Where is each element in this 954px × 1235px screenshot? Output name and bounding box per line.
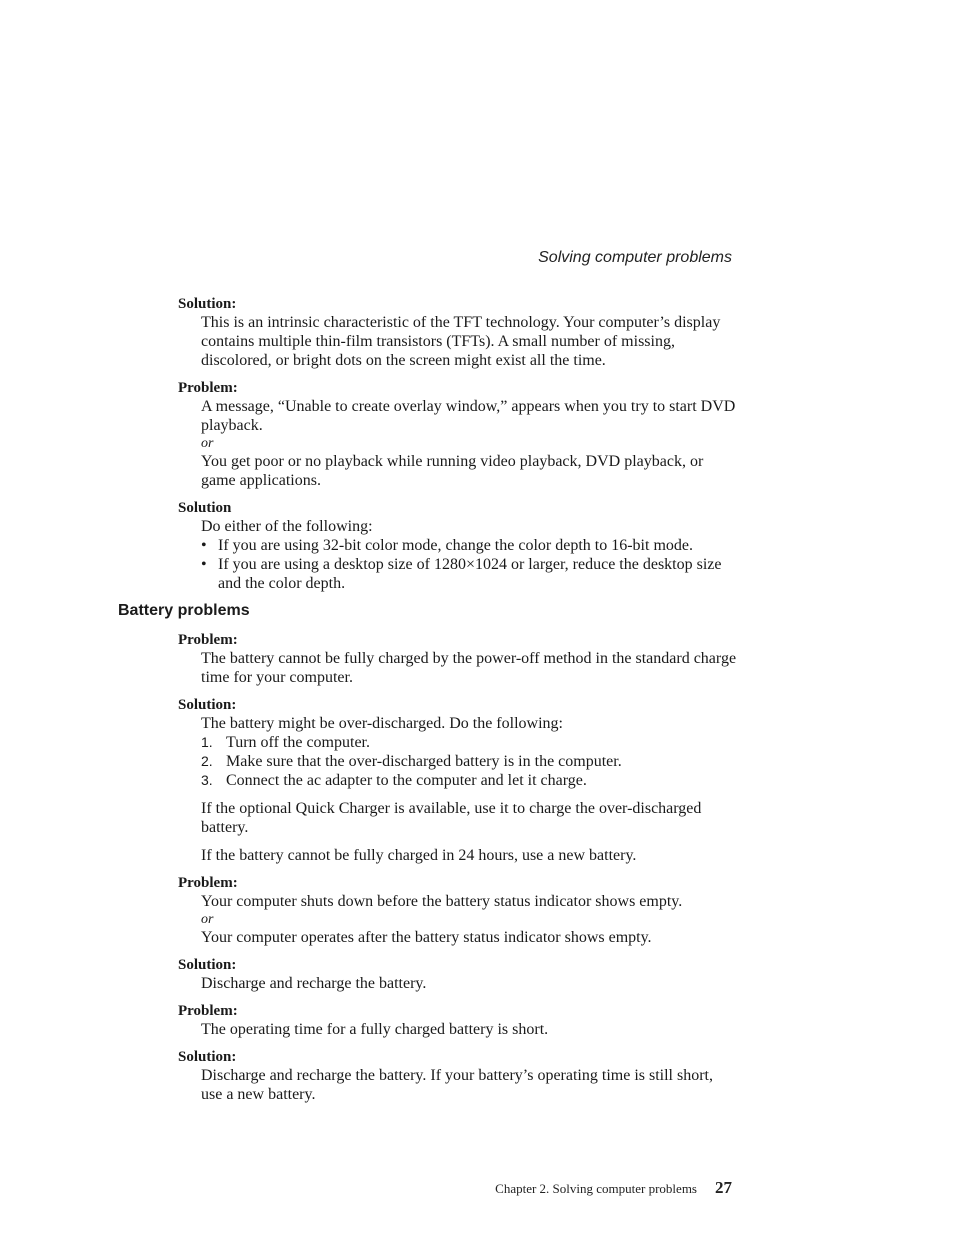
solution-label: Solution [178, 500, 232, 516]
list-item [201, 733, 738, 752]
solution-label: Solution: [178, 1049, 237, 1065]
problem-text: You get poor or no playback while running video playback, DVD playback, or game applications. [201, 453, 704, 489]
problem-text: A message, “Unable to create overlay window,” appears when you try to start DVD playback. [201, 398, 736, 434]
list-item [201, 771, 738, 790]
problem-text: The operating time for a fully charged battery is short. [201, 1021, 549, 1038]
problem-label: Problem: [178, 632, 238, 648]
problem-text: The battery cannot be fully charged by the power-off method in the standard charge time for your computer. [201, 650, 737, 686]
problem-text: Your computer operates after the battery status indicator shows empty. [201, 929, 652, 946]
solution-intro: The battery might be over-discharged. Do the following: [201, 715, 563, 732]
list-item: • If you are using 32-bit color mode, change the color depth to 16-bit mode. [201, 536, 738, 555]
list-item [201, 752, 738, 771]
numbered-list [201, 733, 738, 790]
page-footer [495, 1178, 732, 1198]
or-separator: or [201, 912, 214, 927]
solution-intro: Do either of the following: [201, 518, 373, 535]
section-heading-battery: Battery problems [118, 602, 250, 619]
page-number: 27 [715, 1178, 732, 1197]
note-text: If the optional Quick Charger is available, use it to charge the over-discharged battery. [201, 800, 702, 836]
step-number: 1. [201, 734, 213, 750]
problem-text: Your computer shuts down before the battery status indicator shows empty. [201, 893, 683, 910]
note-text: If the battery cannot be fully charged in 24 hours, use a new battery. [201, 847, 637, 864]
solution-label: Solution: [178, 957, 237, 973]
bullet-list [201, 536, 738, 593]
page-content [118, 295, 738, 1104]
footer-chapter: Chapter 2. Solving computer problems [495, 1181, 697, 1196]
solution-label: Solution: [178, 296, 237, 312]
solution-text: Discharge and recharge the battery. If your battery’s operating time is still short, use a new battery. [201, 1067, 713, 1103]
step-number: 3. [201, 772, 213, 788]
step-text: Turn off the computer. [226, 734, 370, 751]
or-separator: or [201, 436, 214, 451]
step-text: Connect the ac adapter to the computer and let it charge. [226, 772, 587, 789]
solution-text: Discharge and recharge the battery. [201, 975, 427, 992]
list-item: • If you are using a desktop size of 1280×1024 or larger, reduce the desktop size and the color depth. [201, 555, 738, 593]
problem-label: Problem: [178, 380, 238, 396]
problem-label: Problem: [178, 875, 238, 891]
step-number: 2. [201, 753, 213, 769]
step-text: Make sure that the over-discharged battery is in the computer. [226, 753, 622, 770]
problem-label: Problem: [178, 1003, 238, 1019]
running-head: Solving computer problems [538, 249, 732, 266]
solution-text: This is an intrinsic characteristic of the TFT technology. Your computer’s display contains multiple thin-film transistors (TFTs). A small number of missing, discolored, or bright dots on the screen might exist all the time. [201, 314, 721, 369]
solution-label: Solution: [178, 697, 237, 713]
